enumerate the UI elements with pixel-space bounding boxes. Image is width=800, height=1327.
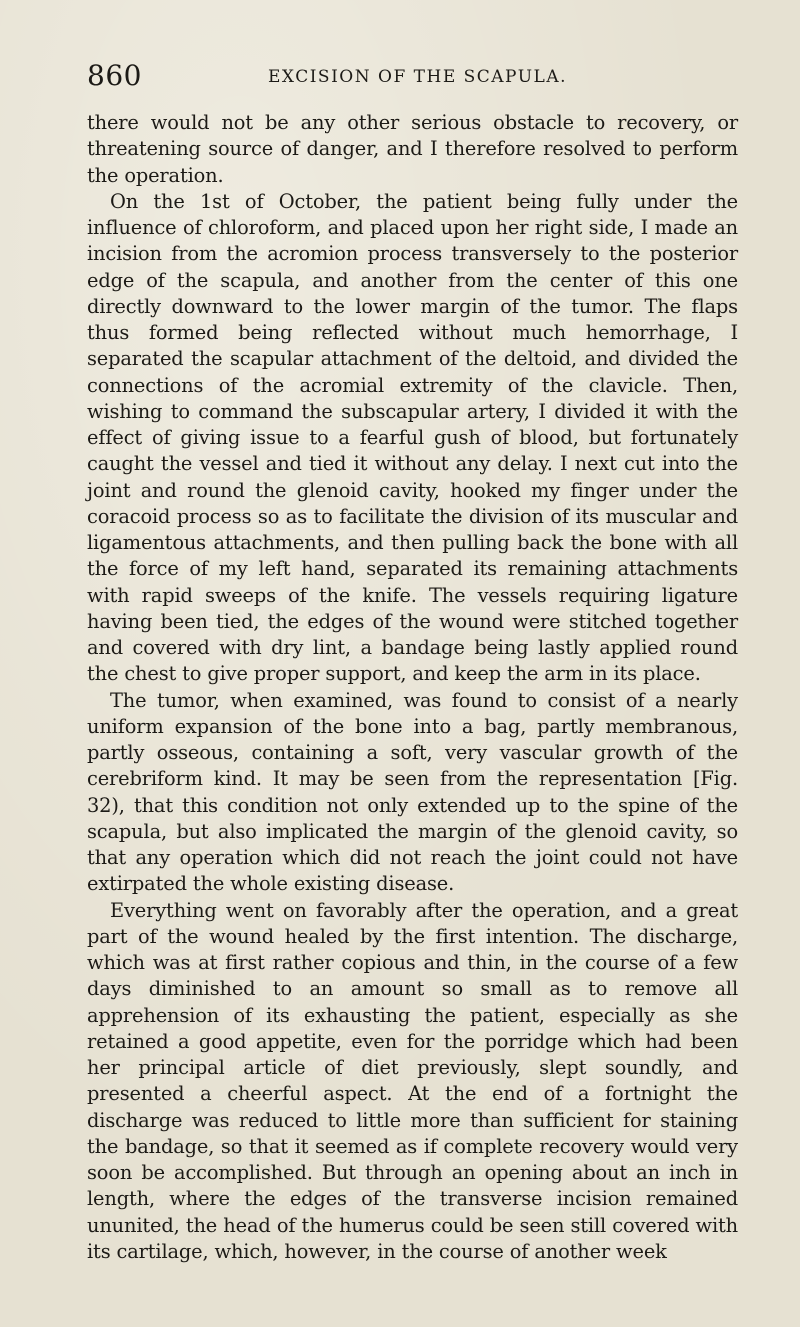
paragraph-tumor: The tumor, when examined, was found to consist of a nearly uniform expansion of the bone into a bag, partly membranous, partly osseous, containing a soft, very vascular growth of the cerebriform kind. It may be seen from the representation [Fig. 32), that this condition not only extended up to the spine of the scapula, but also implicated the margin of the glenoid cavity, so that any operation which did not reach the joint could not have extirpated the whole existing disease. (87, 688, 738, 896)
page-number: 860 (87, 59, 142, 92)
paragraph-operation: On the 1st of October, the patient being fully under the influence of chloroform, and placed upon her right side, I made an incision from the acromion process transversely to the posterior edge of the scapula, and another from the center of this one directly downward to the lower margin of the tumor. The flaps thus formed being reflected without much hemorrhage, I separated the scapular attachment of the deltoid, and divided the connections of the acromial extremity of the clavicle. Then, wishing to command the subscapular artery, I divided it with the effect of giving issue to a fearful gush of blood, but fortunately caught the vessel and tied it without any delay. I next cut into the joint and round the glenoid cavity, hooked my finger under the coracoid process so as to facilitate the division of its muscular and ligamentous attachments, and then pulling back the bone with all the force of my left hand, separated its remaining attachments with rapid sweeps of the knife. The vessels requiring ligature having been tied, the edges of the wound were stitched together and covered with dry lint, a bandage being lastly applied round the chest to give proper support, and keep the arm in its place. (87, 189, 738, 686)
body-text (87, 110, 738, 1265)
running-head: EXCISION OF THE SCAPULA. (268, 67, 567, 87)
paragraph-recovery: Everything went on favorably after the operation, and a great part of the wound healed by the first intention. The discharge, which was at first rather copious and thin, in the course of a few days diminished to an amount so small as to remove all apprehension of its exhausting the patient, especially as she retained a good appetite, even for the porridge which had been her principal article of diet previously, slept soundly, and presented a cheerful aspect. At the end of a fortnight the discharge was reduced to little more than sufficient for staining the bandage, so that it seemed as if complete recovery would very soon be accomplished. But through an opening about an inch in length, where the edges of the transverse incision remained ununited, the head of the humerus could be seen still covered with its cartilage, which, however, in the course of another week (87, 898, 738, 1263)
paragraph-continuation: there would not be any other serious obstacle to recovery, or threatening source of danger, and I therefore resolved to perform the operation. (87, 111, 738, 187)
page-header (87, 60, 738, 92)
